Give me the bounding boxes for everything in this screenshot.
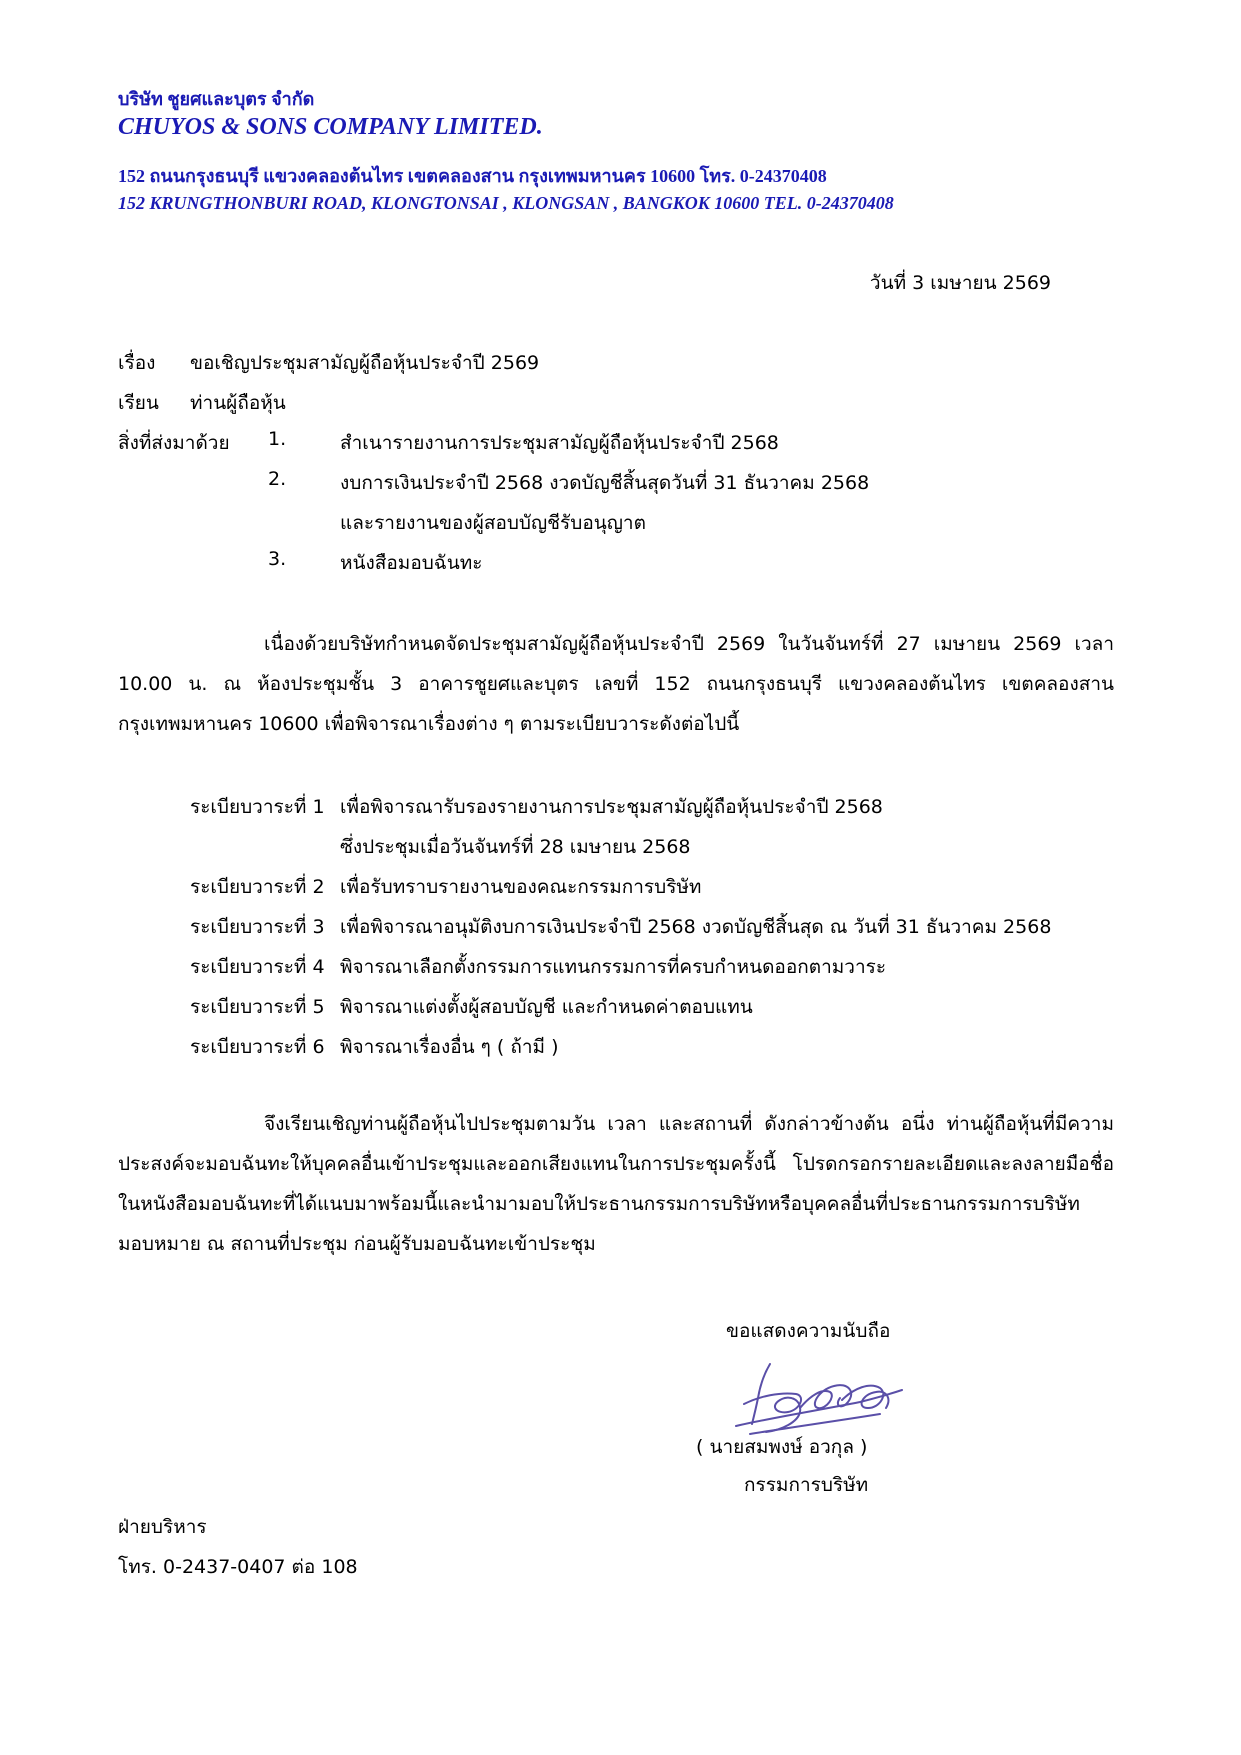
- letter-date: วันที่ 3 เมษายน 2569: [869, 272, 1051, 294]
- agenda-item: เพื่อพิจารณาอนุมัติงบการเงินประจำปี 2568 งวดบัญชีสิ้นสุด ณ วันที่ 31 ธันวาคม 2568: [340, 916, 1052, 938]
- agenda-item: พิจารณาเรื่องอื่น ๆ ( ถ้ามี ): [340, 1036, 559, 1058]
- enclosure-number: 2.: [268, 468, 287, 490]
- enclosures-label: สิ่งที่ส่งมาด้วย: [118, 432, 230, 454]
- closing-phrase: ขอแสดงความนับถือ: [726, 1320, 891, 1342]
- signer-title: กรรมการบริษัท: [744, 1474, 869, 1496]
- company-address-thai: 152 ถนนกรุงธนบุรี แขวงคลองต้นไทร เขตคลองสาน กรุงเทพมหานคร 10600 โทร. 0-24370408: [118, 166, 827, 186]
- contact-phone: โทร. 0-2437-0407 ต่อ 108: [118, 1556, 358, 1578]
- signature-image: [730, 1352, 910, 1438]
- agenda-item-continued: ซึ่งประชุมเมื่อวันจันทร์ที่ 28 เมษายน 2568: [340, 836, 691, 858]
- agenda-item: พิจารณาเลือกตั้งกรรมการแทนกรรมการที่ครบกำหนดออกตามวาระ: [340, 956, 887, 978]
- company-name-thai: บริษัท ชูยศและบุตร จำกัด: [118, 89, 315, 109]
- enclosure-number: 1.: [268, 428, 287, 450]
- agenda-label: ระเบียบวาระที่ 6: [190, 1036, 325, 1058]
- subject-label: เรื่อง: [118, 352, 156, 374]
- enclosure-number: 3.: [268, 548, 287, 570]
- company-name-english: CHUYOS & SONS COMPANY LIMITED.: [118, 114, 543, 140]
- agenda-item: เพื่อรับทราบรายงานของคณะกรรมการบริษัท: [340, 876, 702, 898]
- agenda-label: ระเบียบวาระที่ 2: [190, 876, 325, 898]
- agenda-label: ระเบียบวาระที่ 1: [190, 796, 325, 818]
- recipient-text: ท่านผู้ถือหุ้น: [190, 392, 286, 414]
- department-label: ฝ่ายบริหาร: [118, 1516, 207, 1538]
- signer-name: ( นายสมพงษ์ อวกุล ): [696, 1436, 868, 1458]
- agenda-label: ระเบียบวาระที่ 5: [190, 996, 325, 1018]
- agenda-label: ระเบียบวาระที่ 3: [190, 916, 325, 938]
- agenda-label: ระเบียบวาระที่ 4: [190, 956, 325, 978]
- invitation-paragraph: เนื่องด้วยบริษัทกำหนดจัดประชุมสามัญผู้ถือหุ้นประจำปี 2569 ในวันจันทร์ที่ 27 เมษายน 2569 เวลา 10.00 น. ณ ห้องประชุมชั้น 3 อาคารชูยศและบุตร เลขที่ 152 ถนนกรุงธนบุรี แขวงคลองต้นไทร เขตคลองสาน กรุงเทพมหานคร 10600 เพื่อพิจารณาเรื่องต่าง ๆ ตามระเบียบวาระดังต่อไปนี้: [118, 633, 1114, 735]
- enclosure-item: งบการเงินประจำปี 2568 งวดบัญชีสิ้นสุดวันที่ 31 ธันวาคม 2568: [340, 472, 870, 494]
- agenda-item: เพื่อพิจารณารับรองรายงานการประชุมสามัญผู้ถือหุ้นประจำปี 2568: [340, 796, 883, 818]
- enclosure-item: หนังสือมอบฉันทะ: [340, 552, 483, 574]
- subject-text: ขอเชิญประชุมสามัญผู้ถือหุ้นประจำปี 2569: [190, 352, 540, 374]
- enclosure-item: สำเนารายงานการประชุมสามัญผู้ถือหุ้นประจำปี 2568: [340, 432, 779, 454]
- company-address-english: 152 KRUNGTHONBURI ROAD, KLONGTONSAI , KLONGSAN , BANGKOK 10600 TEL. 0-24370408: [118, 193, 894, 213]
- proxy-paragraph: จึงเรียนเชิญท่านผู้ถือหุ้นไปประชุมตามวัน เวลา และสถานที่ ดังกล่าวข้างต้น อนึ่ง ท่านผู้ถือหุ้นที่มีความประสงค์จะมอบฉันทะให้บุคคลอื่นเข้าประชุมและออกเสียงแทนในการประชุมครั้งนี้ โปรดกรอกรายละเอียดและลงลายมือชื่อในหนังสือมอบฉันทะที่ได้แนบมาพร้อมนี้และนำมามอบให้ประธานกรรมการบริษัทหรือบุคคลอื่นที่ประธานกรรมการบริษัทมอบหมาย ณ สถานที่ประชุม ก่อนผู้รับมอบฉันทะเข้าประชุม: [118, 1113, 1114, 1255]
- agenda-item: พิจารณาแต่งตั้งผู้สอบบัญชี และกำหนดค่าตอบแทน: [340, 996, 753, 1018]
- recipient-label: เรียน: [118, 392, 159, 414]
- enclosure-item-continued: และรายงานของผู้สอบบัญชีรับอนุญาต: [340, 512, 646, 534]
